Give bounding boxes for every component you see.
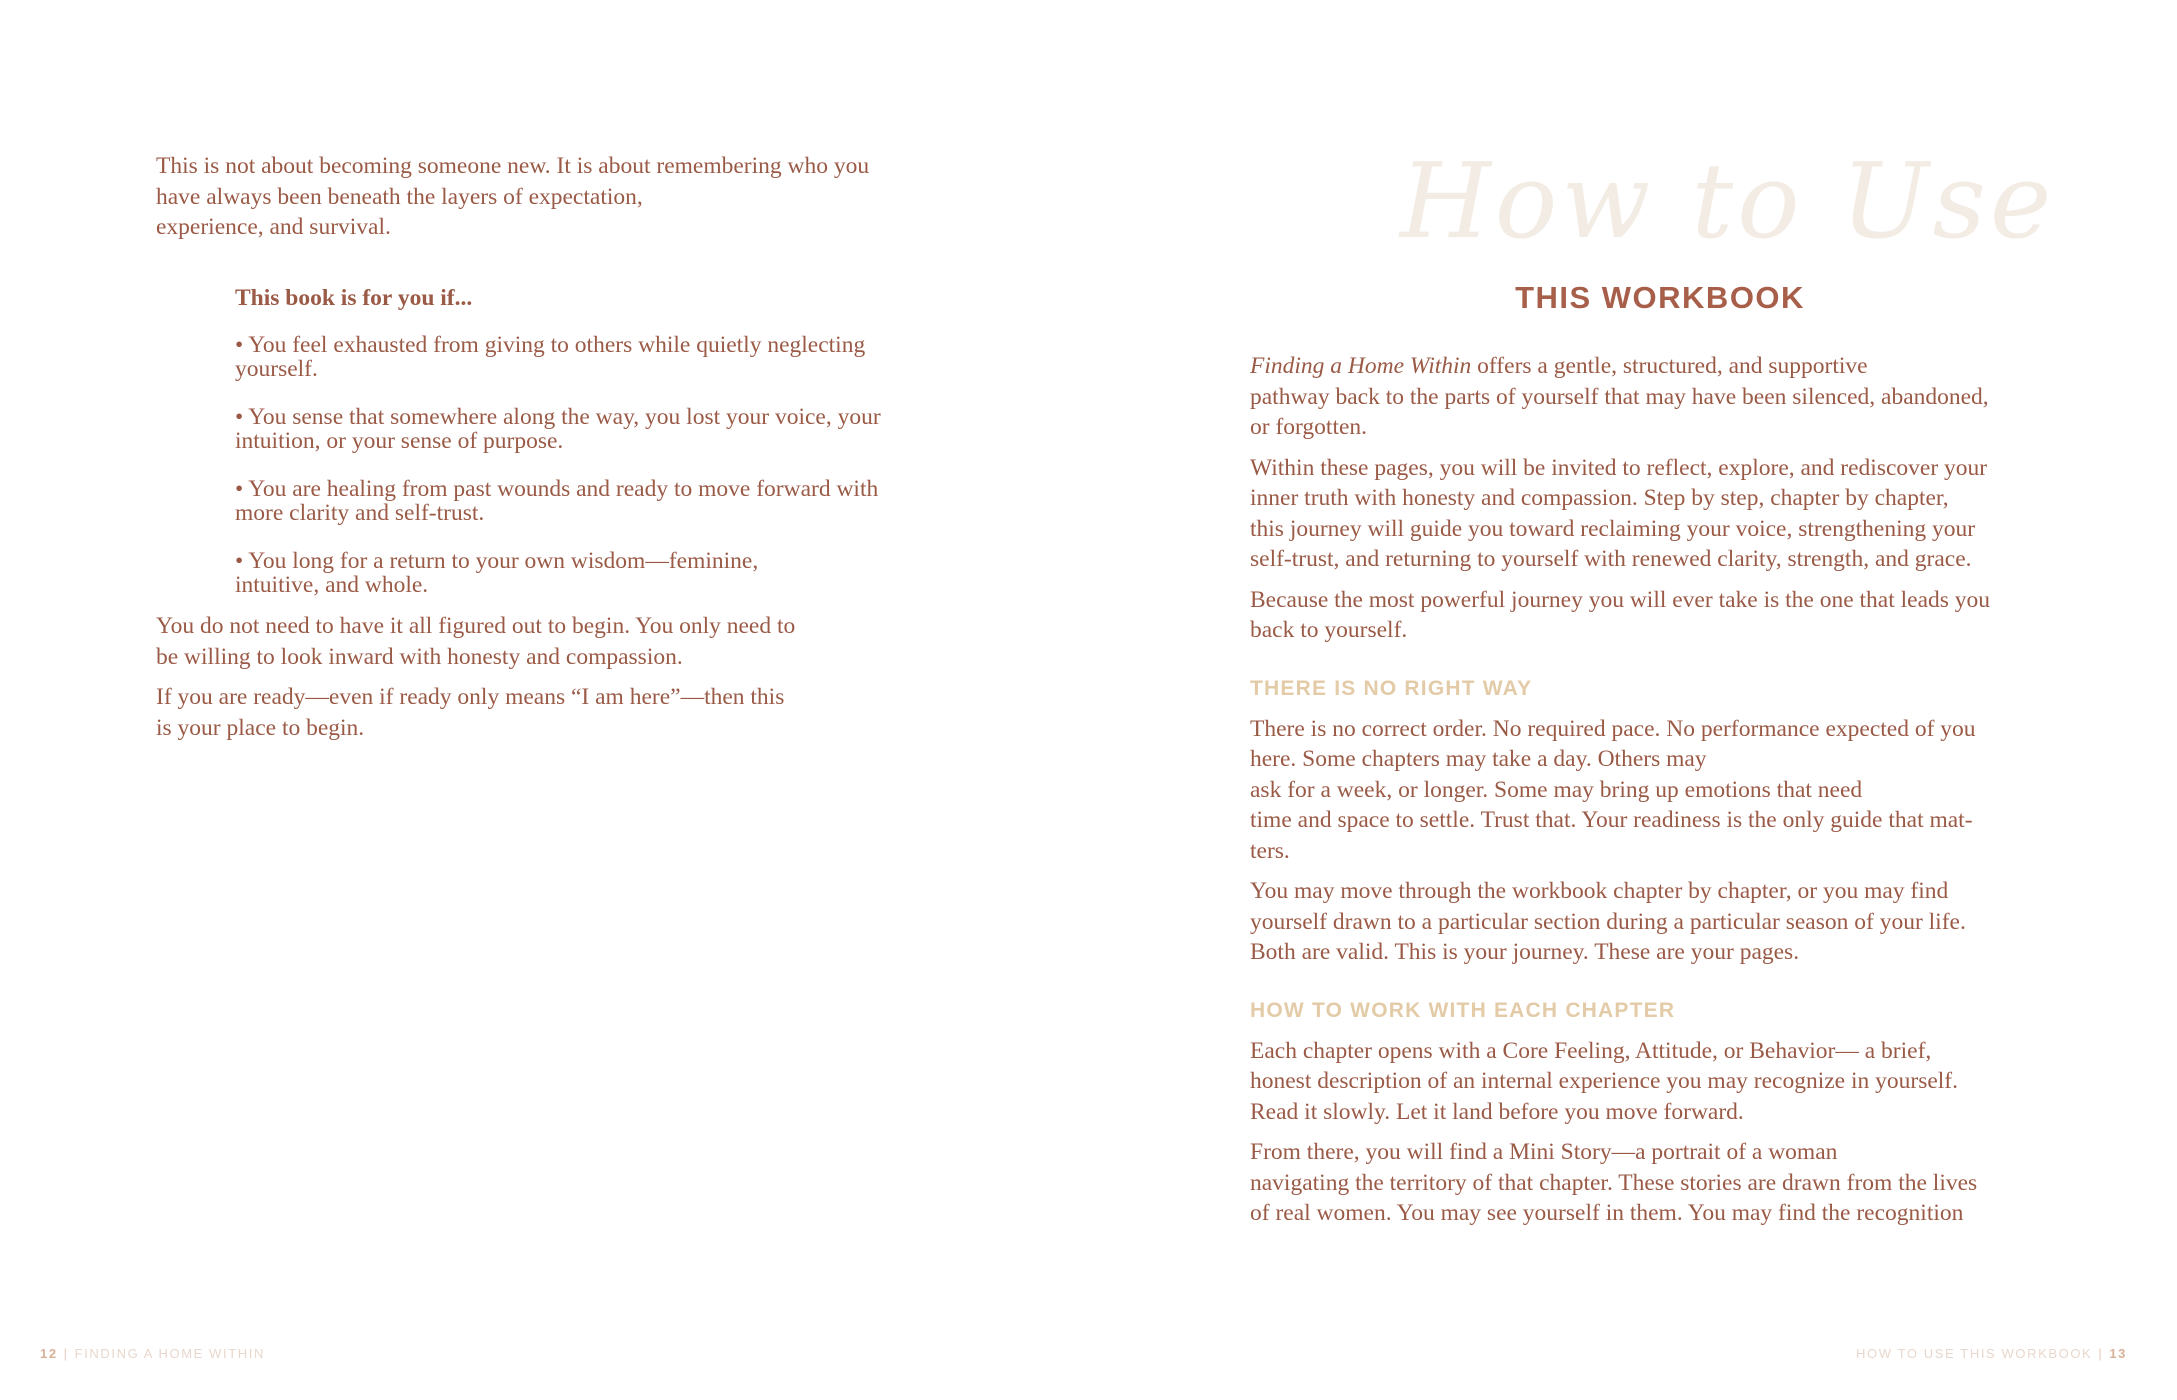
script-title: How to Use — [1400, 140, 2056, 262]
right-column — [1250, 351, 2050, 1239]
closing-line: be willing to look inward with honesty and compassion. — [156, 643, 683, 670]
paragraph — [1250, 585, 2050, 646]
intro-line: have always been beneath the layers of expectation, — [156, 183, 643, 210]
intro-line: pathway back to the parts of yourself that may have been silenced, abandoned, — [1250, 383, 1989, 410]
closing-line: is your place to begin. — [156, 714, 365, 741]
text-line: There is no correct order. No required pace. No performance expected of you — [1250, 715, 1976, 742]
text-line: Within these pages, you will be invited to reflect, explore, and rediscover your — [1250, 454, 1988, 481]
section-heading: HOW TO WORK WITH EACH CHAPTER — [1250, 998, 1676, 1022]
running-head: FINDING A HOME WITHIN — [74, 1346, 265, 1361]
text-line: Because the most powerful journey you will ever take is the one that leads you — [1250, 586, 1991, 613]
left-page — [0, 0, 1088, 1400]
footer-divider: | — [63, 1346, 69, 1361]
bullet-item — [235, 549, 936, 597]
bullet-line: intuition, or your sense of purpose. — [235, 428, 564, 454]
section-heading: THERE IS NO RIGHT WAY — [1250, 676, 1533, 700]
text-line: Both are valid. This is your journey. These are your pages. — [1250, 939, 1800, 965]
bullet-item — [235, 477, 936, 525]
intro-line: offers a gentle, structured, and supportive — [1471, 353, 1868, 379]
bullet-line: • You feel exhausted from giving to others while quietly neglecting — [235, 332, 866, 358]
text-line: Each chapter opens with a Core Feeling, Attitude, or Behavior— a brief, — [1250, 1037, 1932, 1064]
text-line: yourself drawn to a particular section during a particular season of your life. — [1250, 908, 1966, 935]
text-line: this journey will guide you toward reclaiming your voice, strengthening your — [1250, 515, 1976, 542]
book-title: Finding a Home Within — [1250, 353, 1472, 379]
bullet-line: more clarity and self-trust. — [235, 500, 485, 526]
bullet-item — [235, 405, 936, 453]
right-page — [1088, 0, 2177, 1400]
left-column — [156, 151, 936, 753]
paragraph — [1250, 714, 2050, 867]
bullet-line: yourself. — [235, 356, 318, 382]
text-line: Read it slowly. Let it land before you move forward. — [1250, 1098, 1744, 1125]
intro-paragraph — [1250, 351, 2050, 443]
closing-paragraph — [156, 682, 936, 743]
running-head: HOW TO USE THIS WORKBOOK — [1856, 1346, 2093, 1361]
text-line: You may move through the workbook chapter by chapter, or you may find — [1250, 878, 1949, 904]
footer-divider: | — [2098, 1346, 2104, 1361]
intro-line: or forgotten. — [1250, 414, 1368, 440]
closing-line: You do not need to have it all figured out to begin. You only need to — [156, 613, 796, 639]
closing-paragraph — [156, 611, 936, 672]
text-line: here. Some chapters may take a day. Others may — [1250, 746, 1707, 772]
right-footer — [1856, 1346, 2127, 1361]
text-line: time and space to settle. Trust that. Your readiness is the only guide that mat- — [1250, 807, 1973, 833]
text-line: navigating the territory of that chapter. These stories are drawn from the lives — [1250, 1169, 1978, 1196]
text-line: self-trust, and returning to yourself with renewed clarity, strength, and grace. — [1250, 546, 1972, 572]
text-line: From there, you will find a Mini Story—a portrait of a woman — [1250, 1139, 1838, 1165]
page-title: THIS WORKBOOK — [1515, 280, 1805, 315]
closing-line: If you are ready—even if ready only means “I am here”—then this — [156, 684, 785, 710]
bullet-item — [235, 333, 936, 381]
bullet-line: • You long for a return to your own wisdom—feminine, — [235, 548, 759, 574]
text-line: honest description of an internal experience you may recognize in yourself. — [1250, 1068, 1959, 1094]
page-number: 13 — [2109, 1346, 2127, 1361]
page-number: 12 — [40, 1346, 58, 1361]
bullet-line: intuitive, and whole. — [235, 572, 429, 598]
list-lead: This book is for you if... — [235, 284, 473, 311]
intro-paragraph — [156, 151, 936, 243]
intro-line: This is not about becoming someone new. It is about remembering who you — [156, 153, 870, 179]
paragraph — [1250, 1036, 2050, 1128]
left-footer — [40, 1346, 265, 1361]
bullet-line: • You sense that somewhere along the way, you lost your voice, your — [235, 404, 881, 430]
text-line: ters. — [1250, 837, 1290, 864]
text-line: of real women. You may see yourself in them. You may find the recognition — [1250, 1200, 1964, 1226]
paragraph — [1250, 1137, 2050, 1229]
paragraph — [1250, 876, 2050, 968]
paragraph — [1250, 453, 2050, 575]
text-line: inner truth with honesty and compassion. Step by step, chapter by chapter, — [1250, 485, 1949, 511]
bullet-line: • You are healing from past wounds and ready to move forward with — [235, 476, 879, 502]
text-line: ask for a week, or longer. Some may bring up emotions that need — [1250, 776, 1863, 803]
text-line: back to yourself. — [1250, 617, 1408, 643]
intro-line: experience, and survival. — [156, 214, 391, 240]
